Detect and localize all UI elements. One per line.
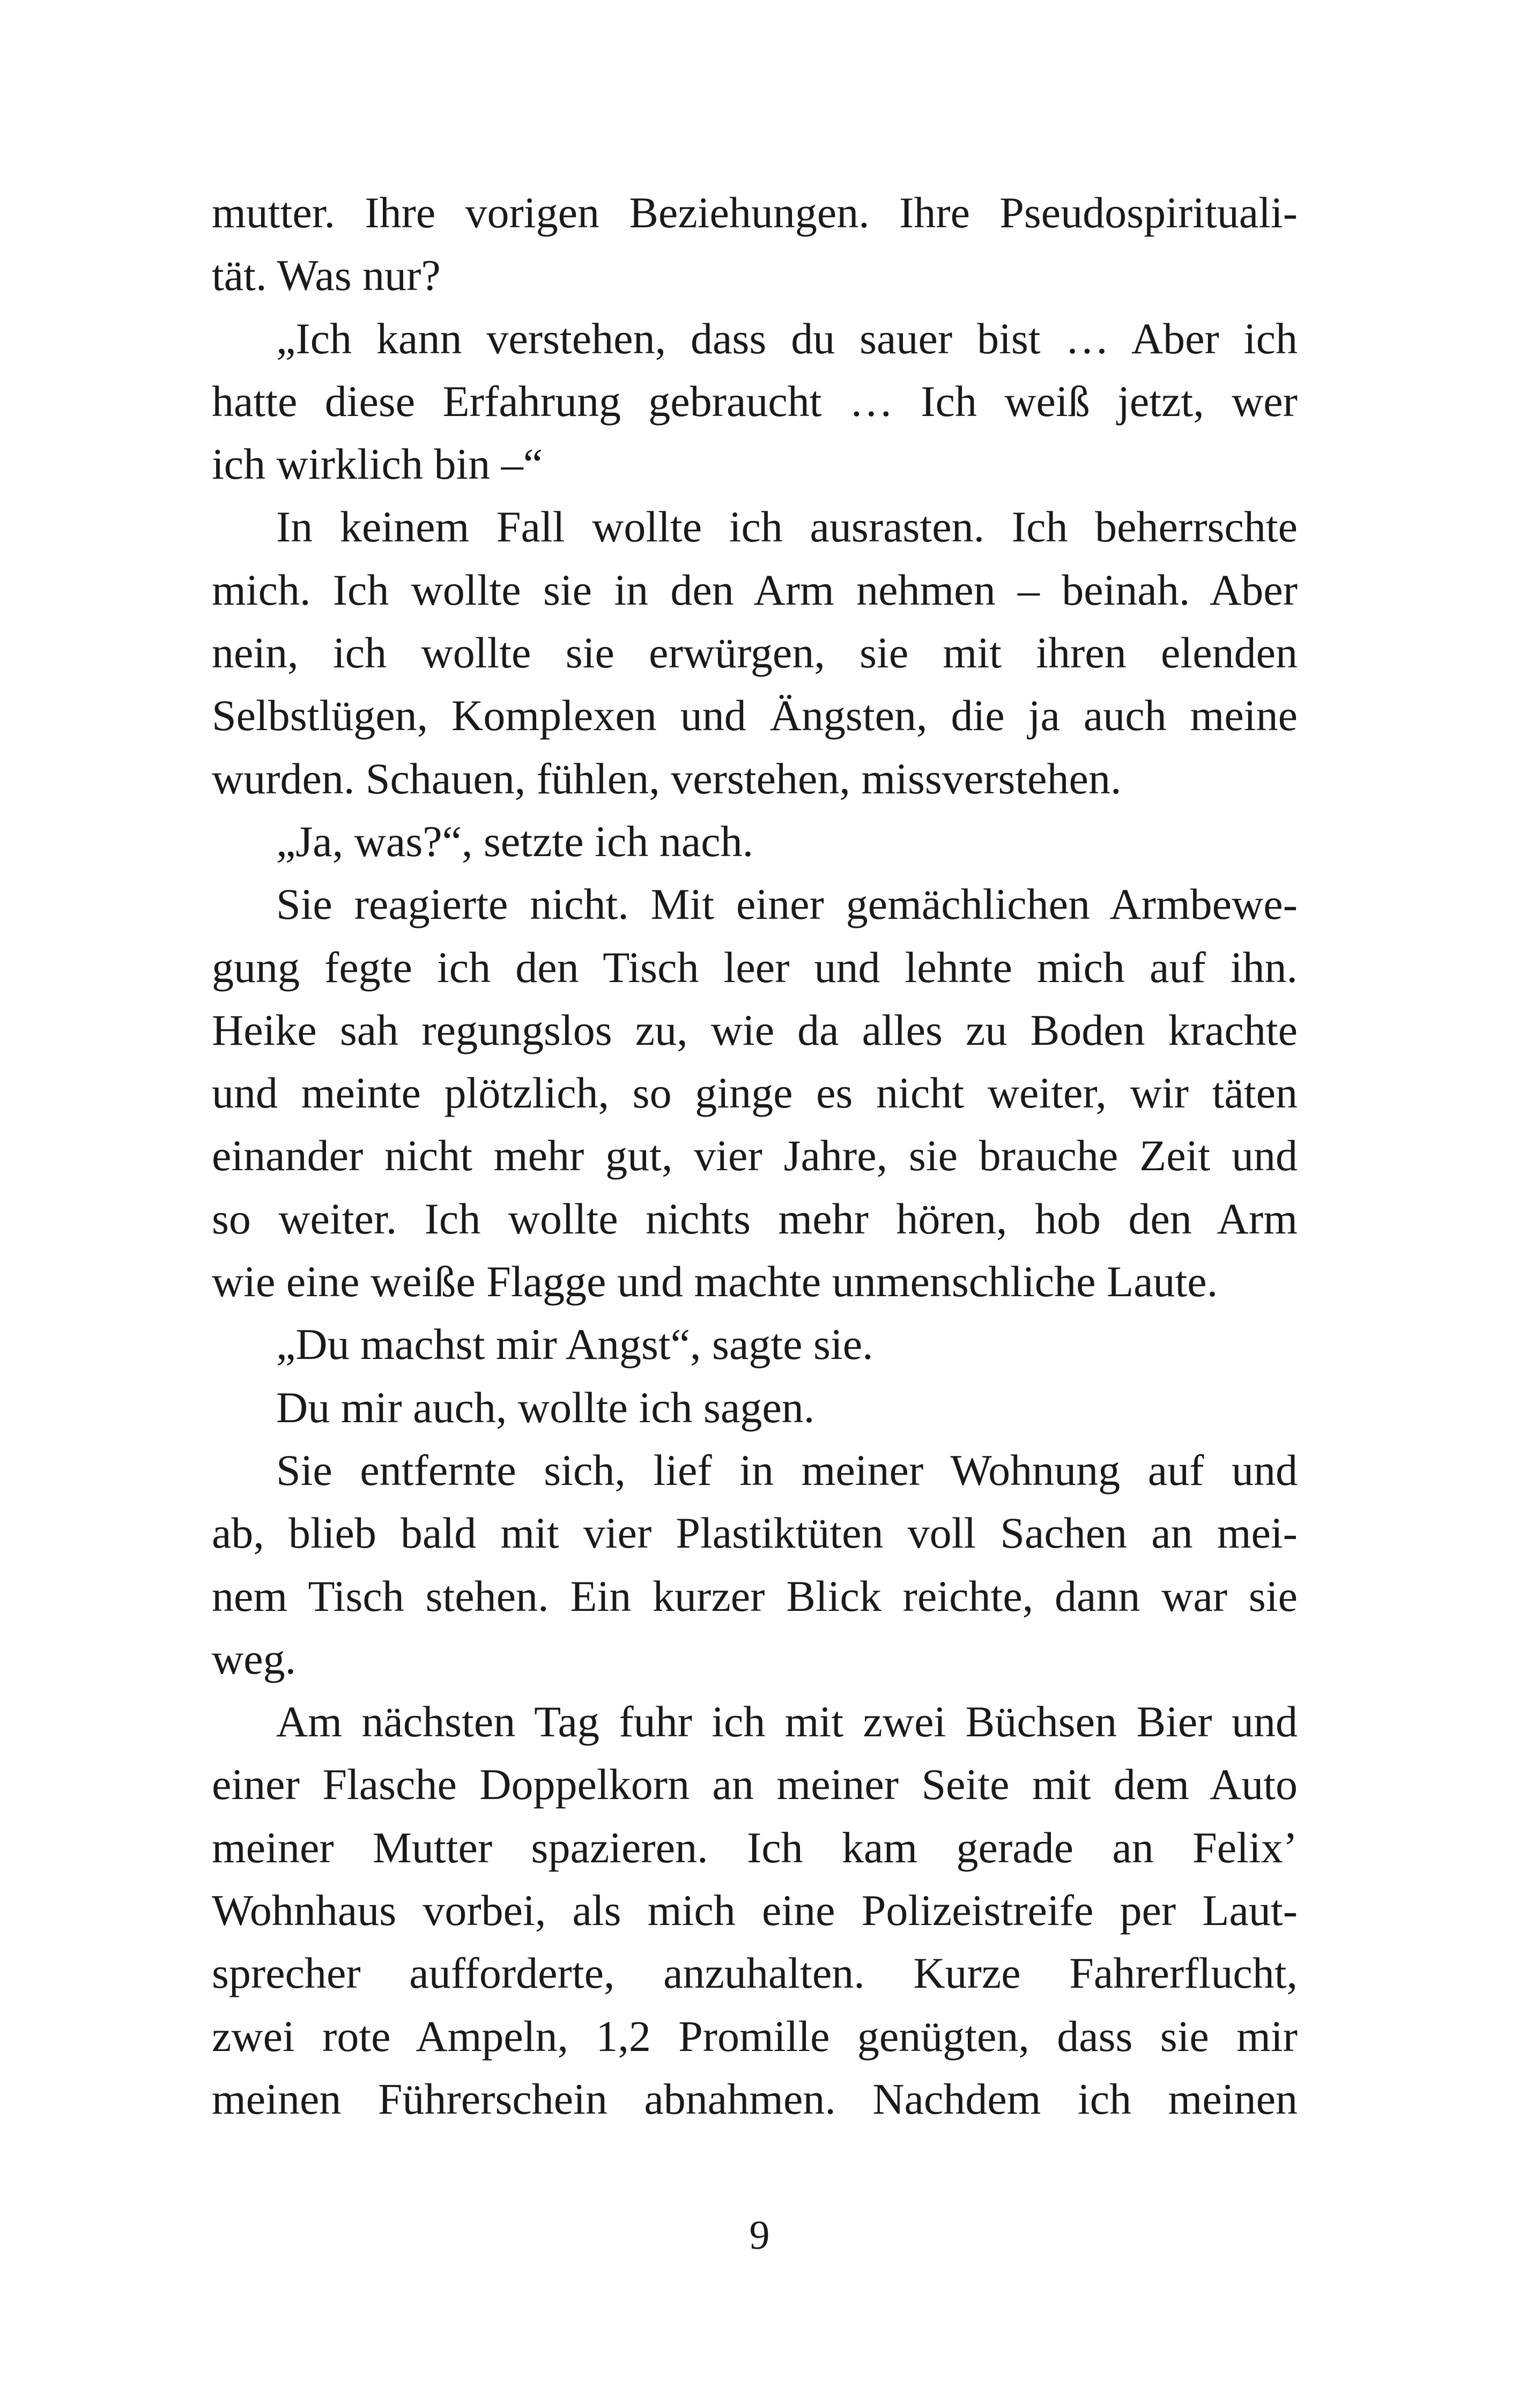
- text-line: gung fegte ich den Tisch leer und lehnte mich auf ihn.: [212, 942, 1298, 992]
- paragraph: [212, 1313, 1298, 1376]
- text-line: Selbstlügen, Komplexen und Ängsten, die ja auch meine: [212, 691, 1298, 740]
- text-line: ab, blieb bald mit vier Plastiktüten voll Sachen an mei-: [212, 1508, 1298, 1558]
- text-line: Sie reagierte nicht. Mit einer gemächlichen Armbewe-: [276, 880, 1298, 929]
- text-line: meinen Führerschein abnahmen. Nachdem ich meinen: [212, 2074, 1298, 2123]
- text-line: sprecher aufforderte, anzuhalten. Kurze Fahrerflucht,: [212, 1949, 1298, 1998]
- text-line: weg.: [212, 1634, 297, 1683]
- text-line: Wohnhaus vorbei, als mich eine Polizeistreife per Laut-: [212, 1886, 1298, 1935]
- text-line: meiner Mutter spazieren. Ich kam gerade an Felix’: [212, 1823, 1298, 1872]
- paragraph: [212, 1376, 1298, 1439]
- page-number: 9: [749, 2213, 770, 2258]
- text-line: wurden. Schauen, fühlen, verstehen, missverstehen.: [212, 754, 1122, 803]
- text-line: einander nicht mehr gut, vier Jahre, sie brauche Zeit und: [212, 1131, 1298, 1180]
- text-line: wie eine weiße Flagge und machte unmenschliche Laute.: [212, 1257, 1218, 1306]
- text-line: nein, ich wollte sie erwürgen, sie mit ihren elenden: [212, 628, 1298, 678]
- body-text: [212, 181, 1298, 2130]
- paragraph: [212, 1690, 1298, 2130]
- paragraph: [212, 1439, 1298, 1690]
- paragraph: [212, 181, 1298, 307]
- text-line: nem Tisch stehen. Ein kurzer Blick reichte, dann war sie: [212, 1571, 1298, 1621]
- paragraph: [212, 873, 1298, 1313]
- text-line: „Ich kann verstehen, dass du sauer bist … Aber ich: [276, 314, 1298, 363]
- text-line: und meinte plötzlich, so ginge es nicht weiter, wir täten: [212, 1068, 1298, 1118]
- text-line: mich. Ich wollte sie in den Arm nehmen – beinah. Aber: [212, 565, 1298, 614]
- text-line: zwei rote Ampeln, 1,2 Promille genügten, dass sie mir: [212, 2011, 1298, 2061]
- text-line: Am nächsten Tag fuhr ich mit zwei Büchsen Bier und: [276, 1697, 1298, 1746]
- text-line: so weiter. Ich wollte nichts mehr hören, hob den Arm: [212, 1194, 1298, 1243]
- text-line: Heike sah regungslos zu, wie da alles zu Boden krachte: [212, 1005, 1298, 1054]
- text-line: mutter. Ihre vorigen Beziehungen. Ihre Pseudospirituali-: [212, 188, 1298, 237]
- text-line: „Ja, was?“, setzte ich nach.: [276, 816, 754, 866]
- paragraph: [212, 810, 1298, 873]
- paragraph: [212, 495, 1298, 809]
- text-line: tät. Was nur?: [212, 251, 441, 300]
- text-line: Sie entfernte sich, lief in meiner Wohnung auf und: [276, 1445, 1298, 1495]
- text-line: Du mir auch, wollte ich sagen.: [276, 1383, 815, 1432]
- text-line: einer Flasche Doppelkorn an meiner Seite mit dem Auto: [212, 1760, 1298, 1809]
- text-line: hatte diese Erfahrung gebraucht … Ich weiß jetzt, wer: [212, 376, 1298, 426]
- text-line: In keinem Fall wollte ich ausrasten. Ich beherrschte: [276, 502, 1298, 552]
- paragraph: [212, 307, 1298, 496]
- text-line: „Du machst mir Angst“, sagte sie.: [276, 1320, 873, 1369]
- text-line: ich wirklich bin –“: [212, 440, 543, 489]
